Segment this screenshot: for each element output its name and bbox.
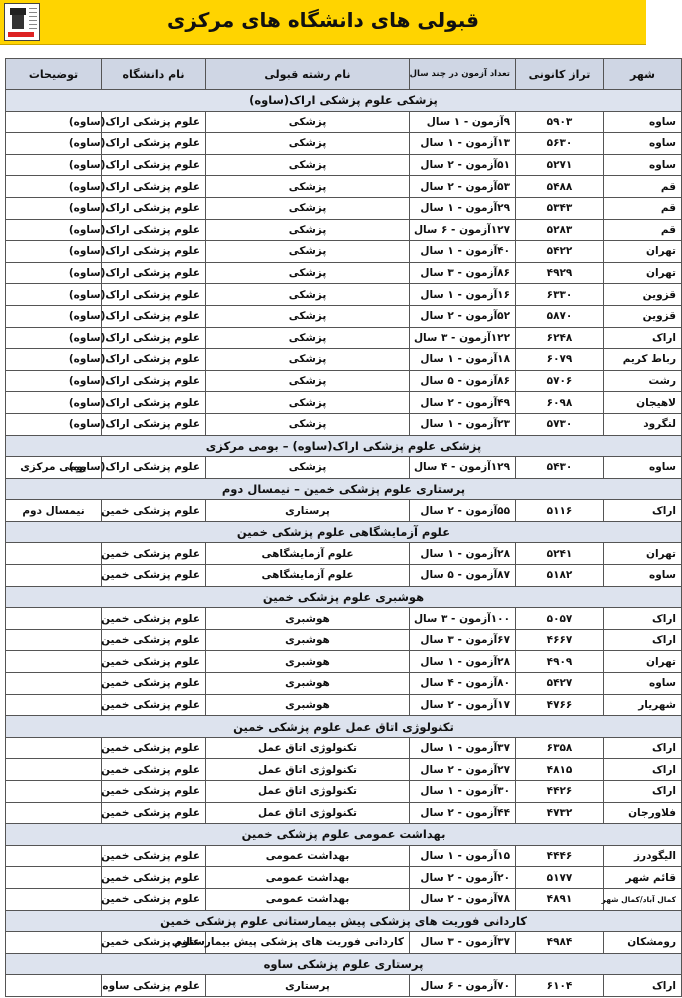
city-cell: قم xyxy=(604,197,682,219)
exams-cell: ۱۵آزمون - ۱ سال xyxy=(410,845,516,867)
table-row xyxy=(6,241,682,263)
table-row xyxy=(6,737,682,759)
exams-cell: ۱۲۲آزمون - ۳ سال xyxy=(410,327,516,349)
city-cell: فلاورجان xyxy=(604,802,682,824)
city-cell: قائم شهر xyxy=(604,867,682,889)
exams-cell: ۲۳آزمون - ۱ سال xyxy=(410,413,516,435)
univ-cell: علوم پزشکی خمین xyxy=(102,759,206,781)
section-header-row xyxy=(6,90,682,112)
univ-cell: علوم پزشکی خمین xyxy=(102,673,206,695)
table-row xyxy=(6,932,682,954)
city-cell: لنگرود xyxy=(604,413,682,435)
major-cell: پزشکی xyxy=(206,305,410,327)
note-cell xyxy=(6,781,102,803)
exams-cell: ۲۹آزمون - ۱ سال xyxy=(410,197,516,219)
exams-cell: ۴۹آزمون - ۲ سال xyxy=(410,392,516,414)
major-cell: پرستاری xyxy=(206,975,410,997)
score-cell: ۵۴۸۸ xyxy=(516,176,604,198)
score-cell: ۴۸۹۱ xyxy=(516,888,604,910)
major-cell: بهداشت عمومی xyxy=(206,867,410,889)
univ-cell: علوم پزشکی اراک(ساوه) xyxy=(102,392,206,414)
table-row xyxy=(6,111,682,133)
note-cell xyxy=(6,759,102,781)
city-cell: رومشکان xyxy=(604,932,682,954)
major-cell: تکنولوژی اتاق عمل xyxy=(206,737,410,759)
univ-cell: علوم پزشکی خمین xyxy=(102,737,206,759)
table-row xyxy=(6,651,682,673)
score-cell: ۴۹۸۴ xyxy=(516,932,604,954)
univ-cell: علوم پزشکی اراک(ساوه) xyxy=(102,284,206,306)
note-cell xyxy=(6,565,102,587)
table-row xyxy=(6,845,682,867)
score-cell: ۶۳۳۰ xyxy=(516,284,604,306)
table-row xyxy=(6,197,682,219)
city-cell: قم xyxy=(604,176,682,198)
exams-cell: ۵۵آزمون - ۲ سال xyxy=(410,500,516,522)
score-cell: ۵۲۸۳ xyxy=(516,219,604,241)
score-cell: ۶۰۹۸ xyxy=(516,392,604,414)
city-cell: اراک xyxy=(604,629,682,651)
note-cell xyxy=(6,543,102,565)
city-cell: قزوین xyxy=(604,284,682,306)
univ-cell: علوم پزشکی خمین xyxy=(102,608,206,630)
section-header-row xyxy=(6,910,682,932)
major-cell: پزشکی xyxy=(206,349,410,371)
exams-cell: ۸۶آزمون - ۳ سال xyxy=(410,262,516,284)
univ-cell: علوم پزشکی اراک(ساوه) xyxy=(102,457,206,479)
section-header-row xyxy=(6,824,682,846)
major-cell: هوشبری xyxy=(206,608,410,630)
section-title: پرستاری علوم پزشکی خمین – نیمسال دوم xyxy=(6,478,682,500)
major-cell: علوم آزمایشگاهی xyxy=(206,543,410,565)
univ-cell: علوم پزشکی اراک(ساوه) xyxy=(102,349,206,371)
table-row xyxy=(6,413,682,435)
exams-cell: ۱۶آزمون - ۱ سال xyxy=(410,284,516,306)
score-cell: ۵۶۳۰ xyxy=(516,133,604,155)
score-cell: ۶۰۷۹ xyxy=(516,349,604,371)
exams-cell: ۴۰آزمون - ۱ سال xyxy=(410,241,516,263)
table-row xyxy=(6,219,682,241)
major-cell: علوم آزمایشگاهی xyxy=(206,565,410,587)
score-cell: ۶۲۴۸ xyxy=(516,327,604,349)
exams-cell: ۸۰آزمون - ۴ سال xyxy=(410,673,516,695)
univ-cell: علوم پزشکی اراک(ساوه) xyxy=(102,241,206,263)
univ-cell: علوم پزشکی اراک(ساوه) xyxy=(102,305,206,327)
table-row xyxy=(6,759,682,781)
header-notes: توضیحات xyxy=(6,59,102,90)
city-cell: الیگودرز xyxy=(604,845,682,867)
admissions-table xyxy=(5,58,682,997)
header-city: شهر xyxy=(604,59,682,90)
note-cell xyxy=(6,975,102,997)
section-header-row xyxy=(6,478,682,500)
score-cell: ۵۷۳۰ xyxy=(516,413,604,435)
table-row xyxy=(6,543,682,565)
city-cell: اراک xyxy=(604,608,682,630)
exams-cell: ۳۷آزمون - ۳ سال xyxy=(410,932,516,954)
score-cell: ۵۱۱۶ xyxy=(516,500,604,522)
univ-cell: علوم پزشکی خمین xyxy=(102,500,206,522)
table-row xyxy=(6,349,682,371)
city-cell: ساوه xyxy=(604,154,682,176)
table-row xyxy=(6,284,682,306)
score-cell: ۴۴۴۶ xyxy=(516,845,604,867)
section-title: علوم آزمایشگاهی علوم پزشکی خمین xyxy=(6,521,682,543)
score-cell: ۴۹۲۹ xyxy=(516,262,604,284)
header-university: نام دانشگاه xyxy=(102,59,206,90)
exams-cell: ۵۲آزمون - ۲ سال xyxy=(410,305,516,327)
exams-cell: ۵۱آزمون - ۲ سال xyxy=(410,154,516,176)
table-row xyxy=(6,154,682,176)
univ-cell: علوم پزشکی خمین xyxy=(102,629,206,651)
exams-cell: ۷۰آزمون - ۶ سال xyxy=(410,975,516,997)
section-header-row xyxy=(6,435,682,457)
univ-cell: علوم پزشکی خمین xyxy=(102,867,206,889)
exams-cell: ۱۳آزمون - ۱ سال xyxy=(410,133,516,155)
section-title: تکنولوژی اتاق عمل علوم پزشکی خمین xyxy=(6,716,682,738)
univ-cell: علوم پزشکی خمین xyxy=(102,888,206,910)
univ-cell: علوم پزشکی خمین xyxy=(102,845,206,867)
major-cell: پزشکی xyxy=(206,154,410,176)
note-cell xyxy=(6,651,102,673)
score-cell: ۵۲۷۱ xyxy=(516,154,604,176)
univ-cell: علوم پزشکی ساوه xyxy=(102,975,206,997)
score-cell: ۵۴۲۲ xyxy=(516,241,604,263)
exams-cell: ۱۰۰آزمون - ۳ سال xyxy=(410,608,516,630)
major-cell: هوشبری xyxy=(206,673,410,695)
city-cell: قم xyxy=(604,219,682,241)
score-cell: ۴۷۶۶ xyxy=(516,694,604,716)
title-banner xyxy=(0,0,646,45)
exams-cell: ۳۷آزمون - ۱ سال xyxy=(410,737,516,759)
city-cell: ساوه xyxy=(604,111,682,133)
city-cell: ساوه xyxy=(604,457,682,479)
score-cell: ۵۰۵۷ xyxy=(516,608,604,630)
exams-cell: ۹آزمون - ۱ سال xyxy=(410,111,516,133)
city-cell: تهران xyxy=(604,241,682,263)
exams-cell: ۳۰آزمون - ۱ سال xyxy=(410,781,516,803)
city-cell: اراک xyxy=(604,737,682,759)
city-cell: ساوه xyxy=(604,673,682,695)
table-row xyxy=(6,133,682,155)
city-cell: ساوه xyxy=(604,565,682,587)
major-cell: تکنولوژی اتاق عمل xyxy=(206,781,410,803)
table-row xyxy=(6,565,682,587)
section-header-row xyxy=(6,953,682,975)
table-row xyxy=(6,608,682,630)
city-cell: لاهیجان xyxy=(604,392,682,414)
score-cell: ۵۴۲۷ xyxy=(516,673,604,695)
exams-cell: ۷۸آزمون - ۲ سال xyxy=(410,888,516,910)
univ-cell: علوم پزشکی خمین xyxy=(102,932,206,954)
note-cell xyxy=(6,932,102,954)
major-cell: هوشبری xyxy=(206,694,410,716)
score-cell: ۴۸۱۵ xyxy=(516,759,604,781)
note-cell xyxy=(6,694,102,716)
page-title: قبولی های دانشگاه های مرکزی xyxy=(167,8,479,32)
city-cell: کمال آباد/کمال شهر xyxy=(604,888,682,910)
exams-cell: ۲۰آزمون - ۲ سال xyxy=(410,867,516,889)
major-cell: تکنولوژی اتاق عمل xyxy=(206,802,410,824)
score-cell: ۵۱۷۷ xyxy=(516,867,604,889)
major-cell: پزشکی xyxy=(206,370,410,392)
table-row xyxy=(6,867,682,889)
major-cell: تکنولوژی اتاق عمل xyxy=(206,759,410,781)
major-cell: پزشکی xyxy=(206,284,410,306)
city-cell: اراک xyxy=(604,759,682,781)
univ-cell: علوم پزشکی اراک(ساوه) xyxy=(102,219,206,241)
table-header-row xyxy=(6,59,682,90)
table-row xyxy=(6,176,682,198)
score-cell: ۶۳۵۸ xyxy=(516,737,604,759)
major-cell: پزشکی xyxy=(206,241,410,263)
score-cell: ۵۲۴۱ xyxy=(516,543,604,565)
exams-cell: ۲۸آزمون - ۱ سال xyxy=(410,651,516,673)
section-header-row xyxy=(6,586,682,608)
major-cell: پزشکی xyxy=(206,111,410,133)
note-cell: بومی مرکزی xyxy=(6,457,102,479)
city-cell: تهران xyxy=(604,262,682,284)
score-cell: ۵۱۸۲ xyxy=(516,565,604,587)
section-header-row xyxy=(6,521,682,543)
section-title: پزشکی علوم پزشکی اراک(ساوه) xyxy=(6,90,682,112)
city-cell: تهران xyxy=(604,543,682,565)
section-title: پرستاری علوم پزشکی ساوه xyxy=(6,953,682,975)
header-score: تراز کانونی xyxy=(516,59,604,90)
exams-cell: ۱۸آزمون - ۱ سال xyxy=(410,349,516,371)
score-cell: ۵۷۰۶ xyxy=(516,370,604,392)
score-cell: ۵۹۰۳ xyxy=(516,111,604,133)
city-cell: ساوه xyxy=(604,133,682,155)
major-cell: پزشکی xyxy=(206,219,410,241)
section-title: کاردانی فوریت های پزشکی پیش بیمارستانی علوم پزشکی خمین xyxy=(6,910,682,932)
univ-cell: علوم پزشکی خمین xyxy=(102,543,206,565)
note-cell: نیمسال دوم xyxy=(6,500,102,522)
table-row xyxy=(6,802,682,824)
section-title: پزشکی علوم پزشکی اراک(ساوه) – بومی مرکزی xyxy=(6,435,682,457)
city-cell: رشت xyxy=(604,370,682,392)
score-cell: ۵۸۷۰ xyxy=(516,305,604,327)
table-row xyxy=(6,327,682,349)
table-row xyxy=(6,673,682,695)
exams-cell: ۲۷آزمون - ۲ سال xyxy=(410,759,516,781)
city-cell: رباط کریم xyxy=(604,349,682,371)
table-row xyxy=(6,370,682,392)
univ-cell: علوم پزشکی اراک(ساوه) xyxy=(102,197,206,219)
univ-cell: علوم پزشکی خمین xyxy=(102,651,206,673)
city-cell: اراک xyxy=(604,327,682,349)
city-cell: شهریار xyxy=(604,694,682,716)
major-cell: بهداشت عمومی xyxy=(206,845,410,867)
table-row xyxy=(6,975,682,997)
score-cell: ۴۶۶۷ xyxy=(516,629,604,651)
table-row xyxy=(6,500,682,522)
table-row xyxy=(6,262,682,284)
major-cell: پزشکی xyxy=(206,327,410,349)
exams-cell: ۶۷آزمون - ۳ سال xyxy=(410,629,516,651)
note-cell xyxy=(6,867,102,889)
univ-cell: علوم پزشکی اراک(ساوه) xyxy=(102,413,206,435)
major-cell: هوشبری xyxy=(206,651,410,673)
exams-cell: ۸۶آزمون - ۵ سال xyxy=(410,370,516,392)
major-cell: کاردانی فوریت های پزشکی پیش بیمارستانی xyxy=(206,932,410,954)
table-row xyxy=(6,457,682,479)
major-cell: هوشبری xyxy=(206,629,410,651)
table-row xyxy=(6,888,682,910)
table-row xyxy=(6,305,682,327)
score-cell: ۴۹۰۹ xyxy=(516,651,604,673)
city-cell: قزوین xyxy=(604,305,682,327)
major-cell: پزشکی xyxy=(206,457,410,479)
note-cell xyxy=(6,673,102,695)
table-body xyxy=(6,90,682,997)
exams-cell: ۴۴آزمون - ۲ سال xyxy=(410,802,516,824)
note-cell xyxy=(6,629,102,651)
exams-cell: ۱۲۷آزمون - ۶ سال xyxy=(410,219,516,241)
table-row xyxy=(6,392,682,414)
univ-cell: علوم پزشکی اراک(ساوه) xyxy=(102,154,206,176)
city-cell: تهران xyxy=(604,651,682,673)
score-cell: ۴۴۲۶ xyxy=(516,781,604,803)
exams-cell: ۱۷آزمون - ۲ سال xyxy=(410,694,516,716)
note-cell xyxy=(6,845,102,867)
major-cell: پزشکی xyxy=(206,262,410,284)
city-cell: اراک xyxy=(604,975,682,997)
score-cell: ۴۷۳۲ xyxy=(516,802,604,824)
major-cell: بهداشت عمومی xyxy=(206,888,410,910)
header-major: نام رشته قبولی xyxy=(206,59,410,90)
table-row xyxy=(6,694,682,716)
univ-cell: علوم پزشکی خمین xyxy=(102,694,206,716)
major-cell: پزشکی xyxy=(206,413,410,435)
city-cell: اراک xyxy=(604,781,682,803)
univ-cell: علوم پزشکی خمین xyxy=(102,565,206,587)
exams-cell: ۵۳آزمون - ۲ سال xyxy=(410,176,516,198)
exams-cell: ۲۸آزمون - ۱ سال xyxy=(410,543,516,565)
major-cell: پزشکی xyxy=(206,197,410,219)
section-title: هوشبری علوم پزشکی خمین xyxy=(6,586,682,608)
table-row xyxy=(6,629,682,651)
section-title: بهداشت عمومی علوم پزشکی خمین xyxy=(6,824,682,846)
note-cell xyxy=(6,608,102,630)
univ-cell: علوم پزشکی اراک(ساوه) xyxy=(102,176,206,198)
major-cell: پرستاری xyxy=(206,500,410,522)
note-cell xyxy=(6,888,102,910)
univ-cell: علوم پزشکی اراک(ساوه) xyxy=(102,262,206,284)
header-exams: تعداد آزمون در چند سال xyxy=(410,59,516,90)
univ-cell: علوم پزشکی اراک(ساوه) xyxy=(102,111,206,133)
score-cell: ۵۳۴۳ xyxy=(516,197,604,219)
univ-cell: علوم پزشکی خمین xyxy=(102,802,206,824)
section-header-row xyxy=(6,716,682,738)
score-cell: ۶۱۰۴ xyxy=(516,975,604,997)
exams-cell: ۸۷آزمون - ۵ سال xyxy=(410,565,516,587)
major-cell: پزشکی xyxy=(206,392,410,414)
city-cell: اراک xyxy=(604,500,682,522)
note-cell xyxy=(6,802,102,824)
score-cell: ۵۴۳۰ xyxy=(516,457,604,479)
major-cell: پزشکی xyxy=(206,133,410,155)
univ-cell: علوم پزشکی خمین xyxy=(102,781,206,803)
table-row xyxy=(6,781,682,803)
univ-cell: علوم پزشکی اراک(ساوه) xyxy=(102,370,206,392)
univ-cell: علوم پزشکی اراک(ساوه) xyxy=(102,327,206,349)
major-cell: پزشکی xyxy=(206,176,410,198)
note-cell xyxy=(6,737,102,759)
univ-cell: علوم پزشکی اراک(ساوه) xyxy=(102,133,206,155)
exams-cell: ۱۲۹آزمون - ۴ سال xyxy=(410,457,516,479)
